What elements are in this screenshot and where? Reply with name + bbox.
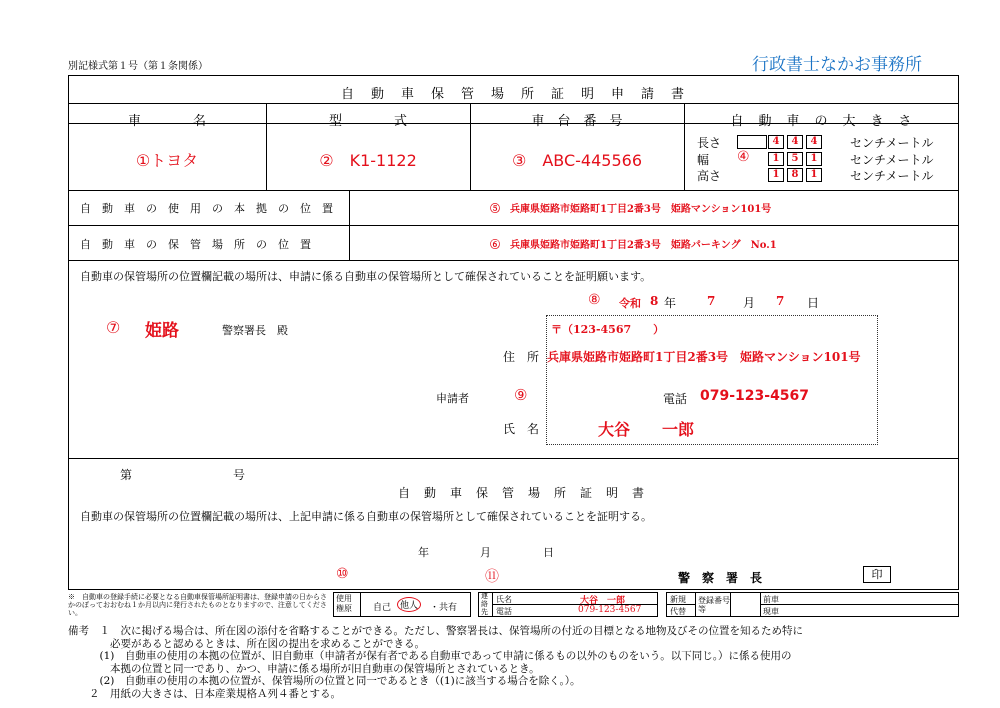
width-label: 幅 xyxy=(697,153,710,167)
address-label: 住 所 xyxy=(503,350,540,364)
length-unit: センチメートル xyxy=(850,136,934,150)
marker-10: ⑩ xyxy=(336,566,349,582)
storage-location-value: ⑥ 兵庫県姫路市姫路町1丁目2番3号 姫路パーキング No.1 xyxy=(490,240,777,251)
police-marker: ⑦ xyxy=(106,318,121,337)
contact-name: 大谷 一郎 xyxy=(580,596,626,606)
cert-year-label: 年 xyxy=(418,546,429,559)
height-label: 高さ xyxy=(697,169,722,183)
reg-number-label: 登録番号等 xyxy=(698,596,730,614)
address-value: 兵庫県姫路市姫路町1丁目2番3号 姫路マンション101号 xyxy=(547,350,861,364)
right-separator: ・ xyxy=(430,603,440,613)
chassis-number-value: ③ ABC-445566 xyxy=(511,151,642,170)
month-label: 月 xyxy=(743,296,756,310)
length-digit: 4 xyxy=(787,135,803,149)
length-blank-box xyxy=(737,135,767,149)
remark-line: ２ 用紙の大きさは、日本産業規格Ａ列４番とする。 xyxy=(68,687,341,700)
use-right-label: 使用権原 xyxy=(336,594,352,613)
length-digit: 4 xyxy=(768,135,784,149)
length-digit: 4 xyxy=(806,135,822,149)
year-label: 年 xyxy=(664,296,677,310)
contact-name-label: 氏名 xyxy=(496,595,512,604)
cert-day-label: 日 xyxy=(543,546,554,559)
form-title: 自 動 車 保 管 場 所 証 明 申 請 書 xyxy=(340,87,686,102)
postal-code: 〒（123-4567 ） xyxy=(551,323,665,336)
date-era: 令和 xyxy=(619,297,641,310)
seal-box: 印 xyxy=(863,566,891,583)
contact-phone-label: 電話 xyxy=(496,607,512,616)
car-name-value: ①トヨタ xyxy=(135,151,199,170)
applicant-marker: ⑨ xyxy=(514,386,528,404)
remark-line: 必要があると認めるときは、所在図の提出を求めることができる。 xyxy=(68,637,425,650)
header-vehicle-size: 自 動 車 の 大 き さ xyxy=(730,114,913,129)
header-model: 型 式 xyxy=(328,114,407,129)
date-marker: ⑧ xyxy=(588,292,601,308)
width-digit: 1 xyxy=(806,152,822,166)
right-self: 自己 xyxy=(373,603,392,613)
storage-location-label: 自 動 車 の 保 管 場 所 の 位 置 xyxy=(80,238,311,251)
height-digit: 1 xyxy=(768,168,784,182)
certificate-title: 自 動 車 保 管 場 所 証 明 書 xyxy=(398,486,646,500)
certificate-statement: 自動車の保管場所の位置欄記載の場所は、上記申請に係る自動車の保管場所として確保されていることを証明する。 xyxy=(80,510,652,523)
cert-month-label: 月 xyxy=(480,546,491,559)
name-label: 氏 名 xyxy=(503,422,540,436)
remark-line: (2) 自動車の使用の本拠の位置が、保管場所の位置と同一であるとき（(1)に該当する場合を除く。）。 xyxy=(68,675,581,687)
height-digit: 8 xyxy=(787,168,803,182)
contact-label: 連絡先 xyxy=(481,592,488,616)
width-digit: 1 xyxy=(768,152,784,166)
remarks xyxy=(68,625,968,700)
phone-label: 電話 xyxy=(663,392,688,406)
date-month: 7 xyxy=(707,294,716,308)
current-car-label: 現車 xyxy=(763,607,779,616)
cert-number-suffix: 号 xyxy=(233,468,246,482)
date-year: 8 xyxy=(650,294,659,308)
contact-phone: 079-123-4567 xyxy=(578,605,642,615)
request-statement: 自動車の保管場所の位置欄記載の場所は、申請に係る自動車の保管場所として確保されていることを証明願います。 xyxy=(80,270,652,283)
form-number-label: 別記様式第１号（第１条関係） xyxy=(68,61,208,72)
date-day: 7 xyxy=(776,294,785,308)
height-unit: センチメートル xyxy=(850,169,934,183)
office-name: 行政書士なかお事務所 xyxy=(752,55,922,75)
marker-11: ⑪ xyxy=(485,569,499,585)
police-station-name: 姫路 xyxy=(145,321,179,341)
use-location-value: ⑤ 兵庫県姫路市姫路町1丁目2番3号 姫路マンション101号 xyxy=(490,204,772,215)
header-chassis-number: 車 台 番 号 xyxy=(531,114,623,129)
right-shared: 共有 xyxy=(439,603,458,613)
new-label: 新規 xyxy=(670,595,686,604)
width-unit: センチメートル xyxy=(850,153,934,167)
applicant-name: 大谷 一郎 xyxy=(598,420,695,439)
right-other-circled: 他人 xyxy=(397,597,421,612)
phone-value: 079-123-4567 xyxy=(700,388,810,404)
previous-car-label: 前車 xyxy=(763,595,779,604)
police-chief-label: 警 察 署 長 xyxy=(678,571,763,585)
height-digit: 1 xyxy=(806,168,822,182)
model-value: ② K1-1122 xyxy=(319,151,417,170)
day-label: 日 xyxy=(807,296,820,310)
registration-notice: ※ 自動車の登録手続に必要となる自動車保管場所証明書は、登録申請の日からさかのぼっておおむね１か月以内に発行されたものとなりますので、注意してください。 xyxy=(68,593,327,617)
cert-number-label: 第 xyxy=(120,468,133,482)
remark-line: (1) 自動車の使用の本拠の位置が、旧自動車（申請者が保有者である自動車であって申請に係るもの以外のものをいう。以下同じ。）に係る使用の xyxy=(68,650,792,662)
remark-line: 本拠の位置と同一であり、かつ、申請に係る場所が旧自動車の保管場所とされているとき。 xyxy=(68,662,540,675)
length-label: 長さ xyxy=(697,136,722,150)
use-location-label: 自 動 車 の 使 用 の 本 拠 の 位 置 xyxy=(80,202,333,215)
police-chief-salutation: 警察署長 殿 xyxy=(222,324,288,337)
width-digit: 5 xyxy=(787,152,803,166)
replace-label: 代替 xyxy=(670,607,686,616)
remark-line: 備考 １ 次に掲げる場合は、所在図の添付を省略することができる。ただし、警察署長は、保管場所の付近の目標となる地物及びその位置を知るため特に xyxy=(68,625,803,637)
header-car-name: 車 名 xyxy=(127,114,206,129)
applicant-label: 申請者 xyxy=(436,392,469,405)
size-marker: ④ xyxy=(737,149,750,165)
